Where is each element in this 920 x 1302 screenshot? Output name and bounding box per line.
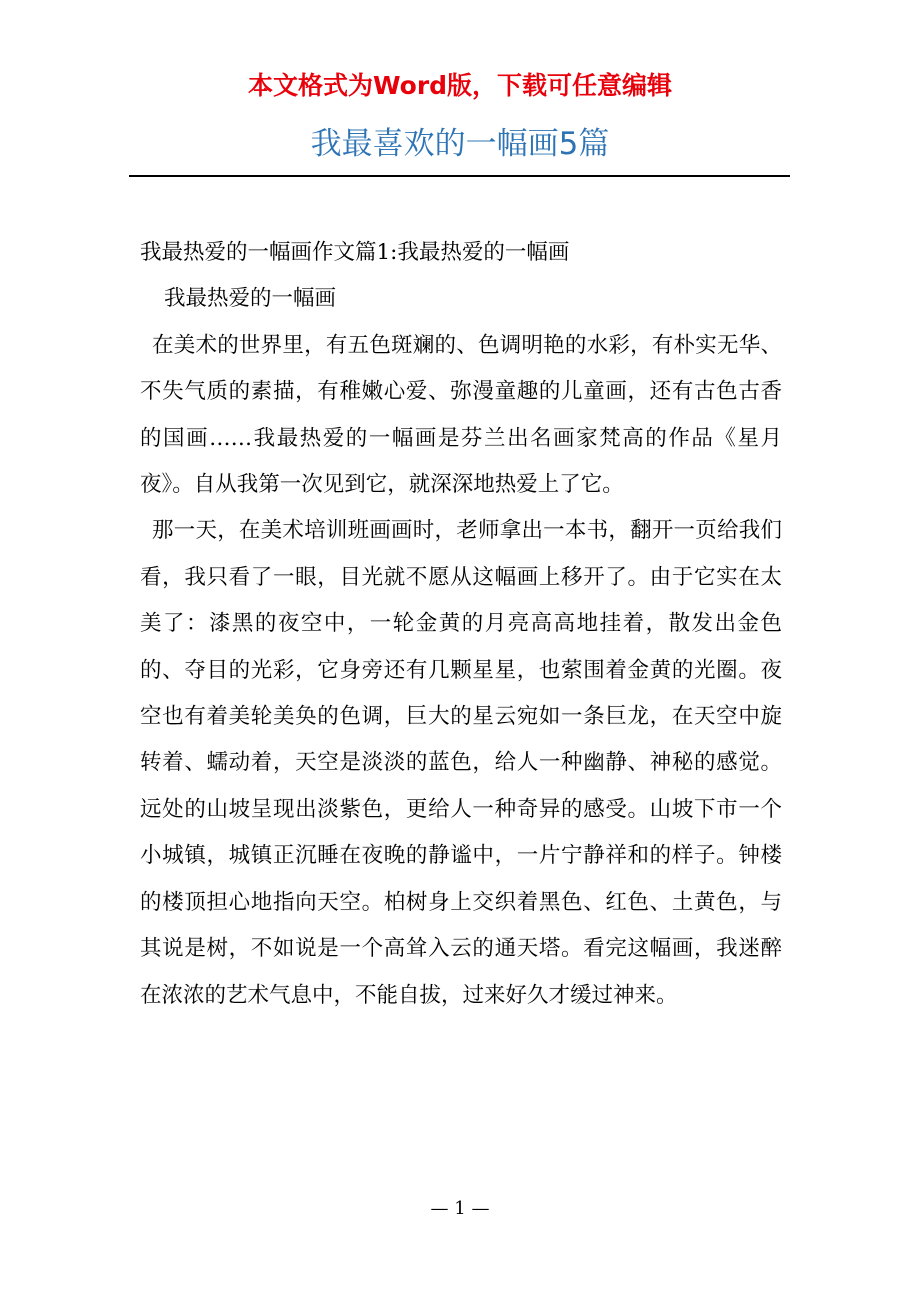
title-divider [129,175,790,177]
document-title: 我最喜欢的一幅画5篇 [310,126,610,162]
paragraph: 那一天，在美术培训班画画时，老师拿出一本书，翻开一页给我们看，我只看了一眼，目光就不愿从这幅画上移开了。由于它实在太美了：漆黑的夜空中，一轮金黄的月亮高高地挂着，散发出金色的、夺目的光彩，它身旁还有几颗星星，也萦围着金黄的光圈。夜空也有着美轮美奂的色调，巨大的星云宛如一条巨龙，在天空中旋转着、蠕动着，天空是淡淡的蓝色，给人一种幽静、神秘的感觉。远处的山坡呈现出淡紫色，更给人一种奇异的感受。山坡下市一个小城镇，城镇正沉睡在夜晚的静谧中，一片宁静祥和的样子。钟楼的楼顶担心地指向天空。柏树身上交织着黑色、红色、土黄色，与其说是树，不如说是一个高耸入云的通天塔。看完这幅画，我迷醉在浓浓的艺术气息中，不能自拔，过来好久才缓过神来。 [140,518,782,1008]
section-heading: 我最热爱的一幅画作文篇1:我最热爱的一幅画 [140,240,570,265]
paragraph: 在美术的世界里，有五色斑斓的、色调明艳的水彩，有朴实无华、不失气质的素描，有稚嫩心爱、弥漫童趣的儿童画，还有古色古香的国画……我最热爱的一幅画是芬兰出名画家梵高的作品《星月夜》。自从我第一次见到它，就深深地热爱上了它。 [140,332,782,498]
article-body [140,230,782,1019]
article-subtitle: 我最热爱的一幅画 [164,286,337,312]
format-notice: 本文格式为Word版，下载可任意编辑 [247,71,673,100]
page-number: — 1 — [430,1198,490,1219]
